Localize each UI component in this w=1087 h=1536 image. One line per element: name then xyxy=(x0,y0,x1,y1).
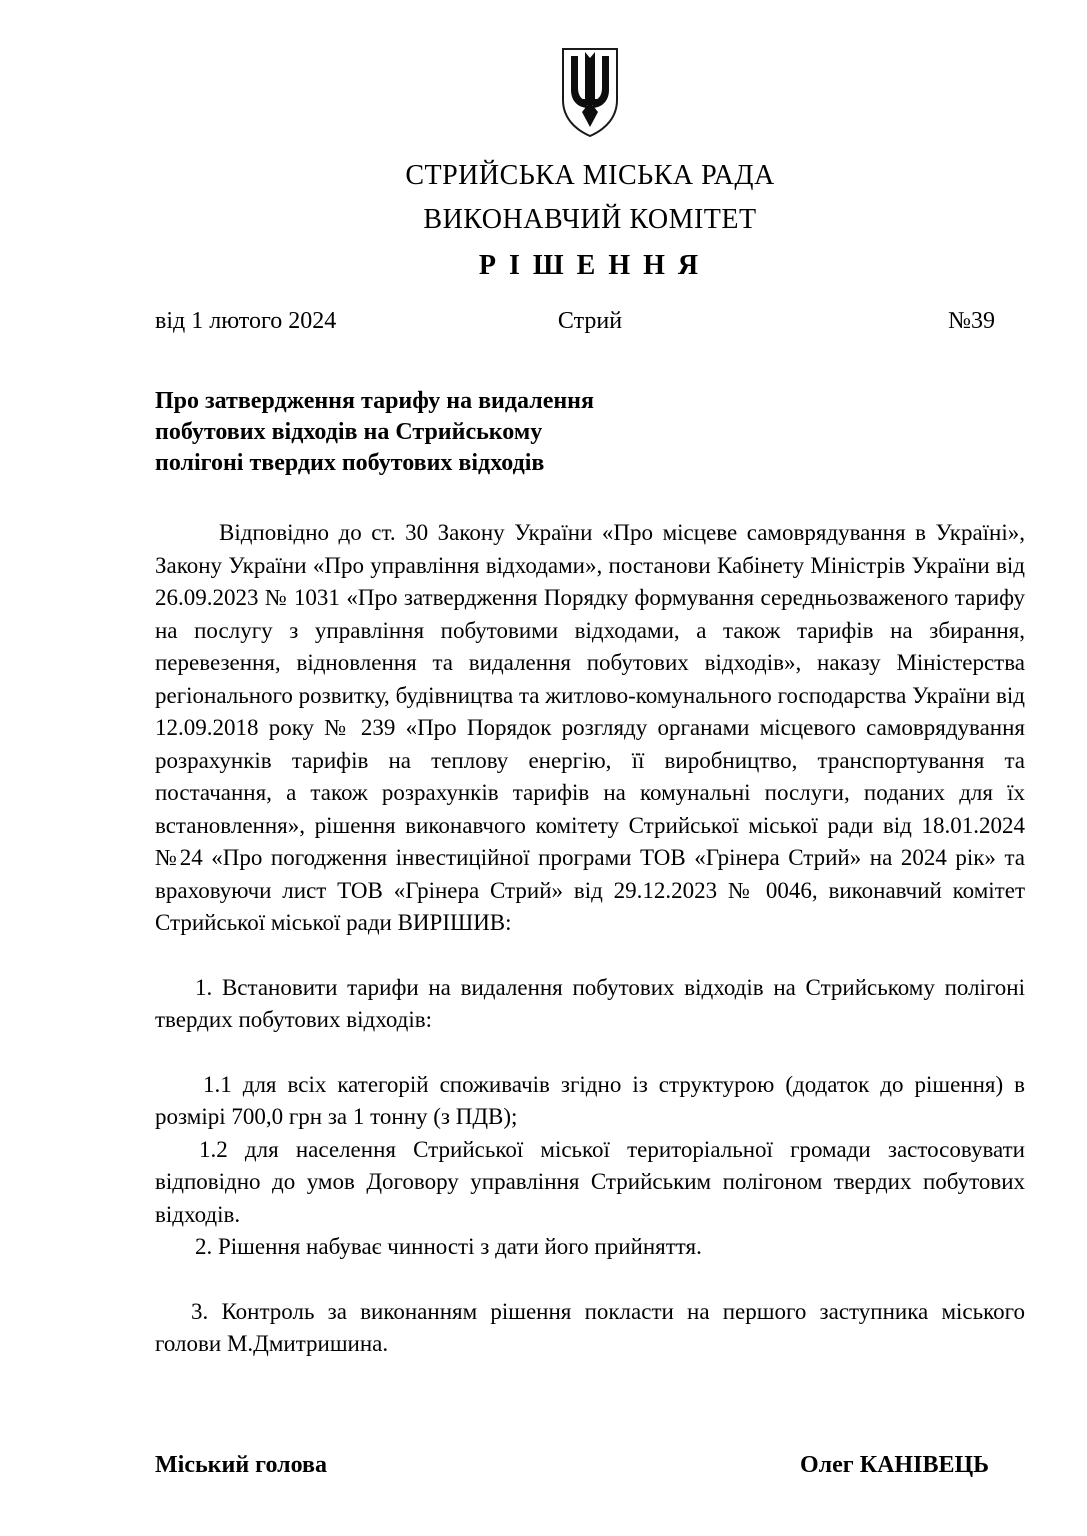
signatory-position: Міський голова xyxy=(155,1452,327,1478)
decision-item-1: 1. Встановити тарифи на видалення побутових відходів на Стрийському полігоні твердих побутових відходів: xyxy=(155,974,1025,1032)
document-place: Стрий xyxy=(557,308,623,334)
document-meta-row xyxy=(155,306,1025,336)
document-number: №39 xyxy=(948,308,995,334)
subject-line-2: побутових відходів на Стрийському xyxy=(155,419,543,445)
organization-name: СТРИЙСЬКА МІСЬКА РАДА xyxy=(405,160,775,191)
signature-block xyxy=(155,1450,1025,1480)
decision-item-3: 3. Контроль за виконанням рішення покласти на першого заступника міського голови М.Дмитришина. xyxy=(155,1298,1025,1356)
organization-subdivision: ВИКОНАВЧИЙ КОМІТЕТ xyxy=(423,204,757,235)
subject-line-3: полігоні твердих побутових відходів xyxy=(155,450,545,476)
decision-item-2: 2. Рішення набуває чинності з дати його прийняття. xyxy=(195,1234,702,1259)
decision-item-1-1: 1.1 для всіх категорій споживачів згідно із структурою (додаток до рішення) в розмірі 700,0 грн за 1 тонну (з ПДВ); xyxy=(155,1071,1025,1129)
signatory-name: Олег КАНІВЕЦЬ xyxy=(800,1452,989,1478)
decision-item-1-2: 1.2 для населення Стрийської міської територіальної громади застосовувати відповідно до умов Договору управління Стрийським полігоном твердих побутових відходів. xyxy=(155,1136,1025,1227)
document-date: від 1 лютого 2024 xyxy=(155,308,337,334)
document-type-title: Р І Ш Е Н Н Я xyxy=(478,250,702,281)
document-subject-block xyxy=(155,386,1025,479)
document-masthead xyxy=(155,46,1025,290)
ukraine-tryzub-coat-of-arms-icon xyxy=(559,46,621,140)
subject-line-1: Про затвердження тарифу на видалення xyxy=(155,388,594,414)
preamble-paragraph: Відповідно до ст. 30 Закону України «Про місцеве самоврядування в Україні», Закону України «Про управління відходами», постанови Кабінету Міністрів України від 26.09.2023 № 1031 «Про затвердження Порядку формування середньозваженого тарифу на послугу з управління побутовими відходами, а також тарифів на збирання, перевезення, відновлення та видалення побутових відходів», наказу Міністерства регіонального розвитку, будівництва та житлово-комунального господарства України від 12.09.2018 року № 239 «Про Порядок розгляду органами місцевого самоврядування розрахунків тарифів на теплову енергію, її виробництво, транспортування та постачання, а також розрахунків тарифів на комунальні послуги, поданих для їх встановлення», рішення виконавчого комітету Стрийської міської ради від 18.01.2024 №24 «Про погодження інвестиційної програми ТОВ «Грінера Стрий» на 2024 рік» та враховуючи лист ТОВ «Грінера Стрий» від 29.12.2023 № 0046, виконавчий комітет Стрийської міської ради ВИРІШИВ: xyxy=(155,520,1025,935)
